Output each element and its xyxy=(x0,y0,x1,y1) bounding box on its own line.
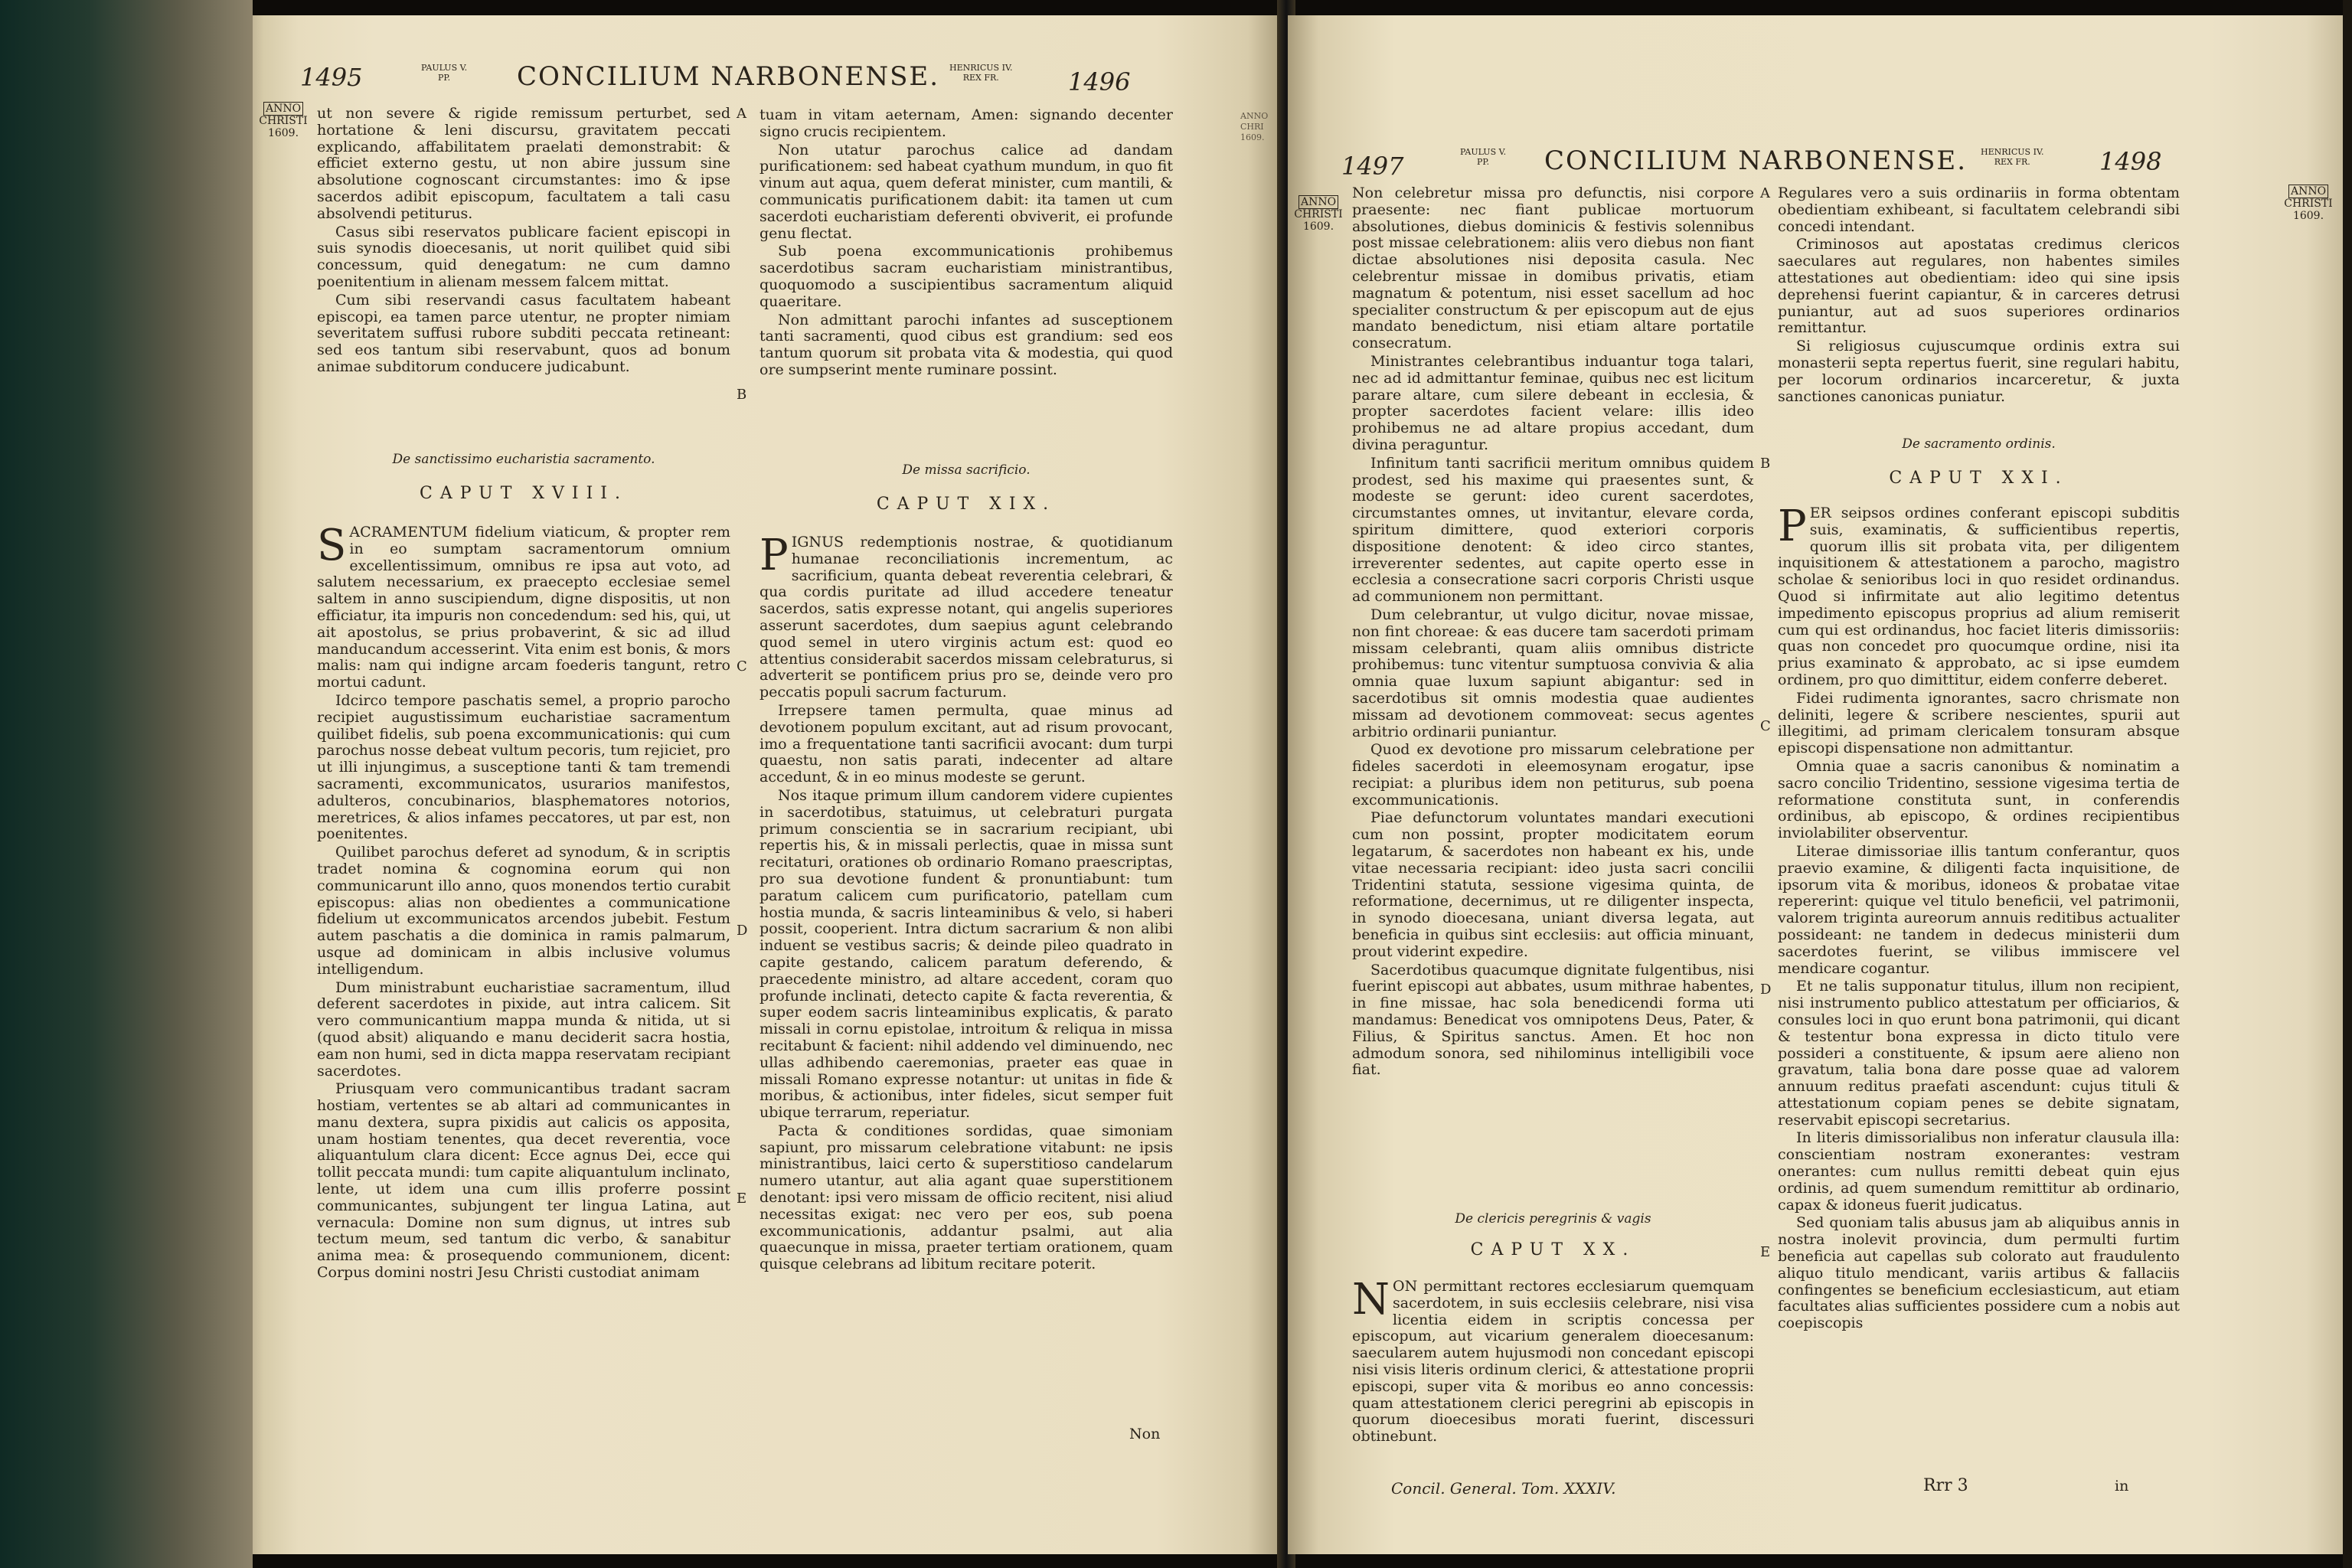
paragraph: In literis dimissorialibus non inferatur clausula illa: conscientiam nostram exonerantes: vestram onerantes: cum nullus remitti debeat quin ejus ordinis, ad quem sumendum remittitur ab ordinario, capax & idoneus fuerit judicatus. xyxy=(1778,1129,2180,1214)
paragraph: Non celebretur missa pro defunctis, nisi corpore praesente: nec fiant publicae mortuorum absolutiones, diebus dominicis & festivis solennibus post missae celebrationem: aliis vero diebus non fiant dictae absolutiones nisi deposita casula. Nec celebrentur missae in domibus privatis, etiam magnatum & potentum, nisi esset sacellum ad hoc specialiter constructum & per episcopum aut de ejus mandato benedictum, nisi etiam altare portatile consecratum. xyxy=(1352,185,1754,352)
paragraph: Casus sibi reservatos publicare facient episcopi in suis synodis dioecesanis, ut norit quilibet quid sibi concessum, quid denegatum: ne cum damno poenitentium in alienam messem falcem mittat. xyxy=(317,223,730,290)
margin-letter: C xyxy=(1760,718,1771,734)
right-page xyxy=(1288,15,2343,1554)
chapter-heading: CAPUT XXI. xyxy=(1889,469,2069,488)
column-2-top xyxy=(760,107,1173,379)
pope-label: PAULUS V. PP. xyxy=(421,63,468,83)
margin-letter: B xyxy=(737,387,747,403)
paragraph: Sub poena excommunicationis prohibemus sacerdotibus sacram eucharistiam ministrantibus, quoquomodo a suscipientibus sacramentum aliquid quaeritare. xyxy=(760,243,1173,310)
drop-cap: P xyxy=(760,531,789,580)
paragraph: ON permittant rectores ecclesiarum quemquam sacerdotem, in suis ecclesiis celebrare, nisi visa licentia eidem in scriptis concessa per episcopum, aut vicarium generalem dioecesanum: saecularem autem hujusmodi non concedant episcopi nisi visis literis ordinum clerici, & attestatione proprii episcopi, super vita & moribus eo anno concessis: quam attestationem clerici peregrini ab episcopis in quorum dioecesibus morati fuerint, discessuri obtinebunt. xyxy=(1352,1278,1754,1446)
paragraph: ER seipsos ordines conferant episcopi subditis suis, examinatis, & sufficientibus repertis, quorum illis sit probata vita, per diligentem inquisitionem & attestationem a parocho, magistro scholae & senioribus loci in quo residet ordinandus. Quod si infirmitate aut alio legitimo detentus impedimento episcopus proprius ad alium remiserit cum qui est ordinandus, hoc faciet literis dimissoriis: quas non concedet pro quocumque ordine, nisi ita prius examinato & approbato, ac si ipse eumdem ordinem, pro quo dimittitur, eidem conferre deberet. xyxy=(1778,505,2180,688)
paragraph: Quod ex devotione pro missarum celebratione per fideles sacerdoti in eleemosynam erogatur, ipse recipiat: a pluribus idem non petiturus, sub poena excommunicationis. xyxy=(1352,741,1754,808)
section-heading: De clericis peregrinis & vagis xyxy=(1455,1211,1651,1227)
column-1-body xyxy=(317,521,730,1282)
king-label: HENRICUS IV. REX FR. xyxy=(1981,147,2044,167)
pope-label: PAULUS V. PP. xyxy=(1460,147,1507,167)
paragraph: Criminosos aut apostatas credimus clericos saeculares aut regulares, non habentes similes attestationes aut obedientiam: ideo qui sine ipsis deprehensi fuerint capiantur, & in carceres detrusi puniantur, aut ad suos superiores ordinarios remittantur. xyxy=(1778,236,2180,337)
margin-letter: B xyxy=(1760,456,1771,472)
paragraph: Si religiosus cujuscumque ordinis extra sui monasterii septa repertus fuerit, sine regulari habitu, per locorum ordinarios incarceretur, & juxta sanctiones canonicas puniatur. xyxy=(1778,338,2180,405)
margin-letter: D xyxy=(737,923,748,939)
chapter-heading: CAPUT XIX. xyxy=(876,495,1057,514)
section-heading: De missa sacrificio. xyxy=(902,462,1031,478)
paragraph: Omnia quae a sacris canonibus & nominatim a sacro concilio Tridentino, sessione vigesima tertia de reformatione constituta sunt, in conferendis ordinibus, ab episcopo, & ordines recipientibus inviolabiliter observentur. xyxy=(1778,757,2180,842)
section-heading: De sacramento ordinis. xyxy=(1902,436,2056,452)
paragraph: Cum sibi reservandi casus facultatem habeant episcopi, ea tamen parce utentur, ne propter nimiam severitatem suffusi rubore subditi peccata retineant: sed eos tantum sibi reservabunt, quos ad bonum animae subditorum conducere judicabunt. xyxy=(317,291,730,375)
running-title: CONCILIUM NARBONENSE. xyxy=(517,61,939,92)
catchword: Non xyxy=(1129,1426,1161,1442)
paragraph: Sed quoniam talis abusus jam ab aliquibus annis in nostra inolevit provincia, dum permulti furtim beneficia aut capellas sub colorato aut fraudulento aliquo titulo mendicant, variis artibus & fallaciis confingentes se beneficium ecclesiasticum, aut etiam facultates alias sufficientes possidere cum a nobis aut coepiscopis xyxy=(1778,1214,2180,1332)
paragraph: Sacerdotibus quacumque dignitate fulgentibus, nisi fuerint episcopi aut abbates, usum mithrae habentes, in fine missae, hac sola benedicendi forma uti mandamus: Benedicat vos omnipotens Deus, Pater, & Filius, & Spiritus sanctus. Amen. Et hoc non admodum sonora, sed nihilominus intelligibili voce fiat. xyxy=(1352,961,1754,1079)
signature-mark: Rrr 3 xyxy=(1923,1476,1968,1495)
running-title: CONCILIUM NARBONENSE. xyxy=(1544,145,1967,176)
paragraph: Infinitum tanti sacrificii meritum omnibus quidem prodest, sed his maxime qui praesentes sunt, & modeste se gerunt: ideo curent sacerdotes, circumstantes omnes, ut invitantur, elevare corda, spiritum dimittere, quod exteriori corporis dispositione denotent: & ideo circo stantes, irreverenter sedentes, aut capite operto esse in ecclesia a consecratione sacri corporis Christi usque ad communionem non permittant. xyxy=(1352,454,1754,606)
paragraph: tuam in vitam aeternam, Amen: signando decenter signo crucis recipientem. xyxy=(760,106,1173,140)
paragraph: Literae dimissoriae illis tantum conferantur, quos praevio examine, & diligenti facta inquisitione, de ipsorum vita & moribus, idoneos & probatae vitae repererint: quique vel titulo beneficii, vel patrimonii, valorem triginta aureorum annuis reditibus actualiter possideant: ne tandem in dedecus ministerii dum sacerdotes fuerint, se vilibus immiscere vel mendicare cogantur. xyxy=(1778,842,2180,977)
paragraph: Non admittant parochi infantes ad susceptionem tanti sacramenti, quod cibus est grandium: sed eos tantum quorum sit probata vita & modestia, qui quod ore sumpserint mente ruminare possint. xyxy=(760,311,1173,378)
paragraph: Dum ministrabunt eucharistiae sacramentum, illud deferent sacerdotes in pixide, aut intra calicem. Sit vero communicantium mappa munda & nitida, ut si (quod absit) aliquando e manu deciderit sacra hostia, eam non humi, sed in dicta mappa reservatam recipiant sacerdotes. xyxy=(317,978,730,1080)
column-2-top xyxy=(1778,185,2180,405)
chapter-heading: CAPUT XVIII. xyxy=(420,484,628,503)
margin-letter: A xyxy=(1760,185,1770,201)
paragraph: Irrepsere tamen permulta, quae minus ad devotionem populum excitant, aut ad risum provocant, imo a frequentatione tanti sacrificii avocant: dum turpi quaestu, non satis parati, indecenter ad altare accedunt, & in eo minus modeste se gerunt. xyxy=(760,701,1173,786)
paragraph: Non utatur parochus calice ad dandam purificationem: sed habeat cyathum mundum, in quo fit vinum aut aqua, quem deferat minister, cum mantili, & communicatis purificationem dabit: ita tamen ut cum sacerdoti eucharistiam deferenti obviverit, ei profunde genu flectat. xyxy=(760,141,1173,242)
book-edge xyxy=(0,0,253,1568)
footer-volume: Concil. General. Tom. XXXIV. xyxy=(1391,1479,1616,1498)
column-2-body xyxy=(1778,501,2180,1332)
king-label: HENRICUS IV. REX FR. xyxy=(949,63,1013,83)
paragraph: Quilibet parochus deferet ad synodum, & in scriptis tradet nomina & cognomina eorum qui non communicarunt illo anno, quos monendos tertio curabit episcopus: alias non obedientes a communicatione fidelium ut excommunicatos arcendos jubebit. Festum autem paschatis a die dominica in ramis palmarum, usque ad dominicam in albis inclusive volumus intelligendum. xyxy=(317,844,730,978)
page-number: 1495 xyxy=(300,63,363,92)
chapter-heading: CAPUT XX. xyxy=(1470,1240,1636,1259)
paragraph: Nos itaque primum illum candorem videre cupientes in sacerdotibus, statuimus, ut celebraturi purgata primum conscientia se in sacrarium recipiant, ubi repertis his, & in missali perlectis, quae in missa sunt recitaturi, orationes ob ordinario Romano praescriptas, pro sua devotione fundent & pronuntiabunt: tum paratum calicem cum purificatorio, patellam cum hostia munda, & sacris linteaminibus & velo, si haberi possit, cooperient. Intra dictum sacrarium & non alibi induent se vestibus sacris; & deinde pileo quadrato in capite gestando, calicem paratum deferendo, & praecedente ministro, ad altare accedent, coram quo profunde inclinati, detecto capite & facta reverentia, & super eodem sacris linteaminibus explicatis, & parato missali in cornu epistolae, introitum & reliqua in missa recitabunt & facient: nihil addendo vel diminuendo, nec ullas adhibendo caeremonias, praeter eas quae in missali Romano expresse notantur: ut unitas in fide & moribus, & actionibus, inter fideles, sicut semper fuit ubique terrarum, reperiatur. xyxy=(760,786,1173,1122)
paragraph: Idcirco tempore paschatis semel, a proprio parocho recipiet augustissimum eucharistiae sacramentum quilibet fidelis, sub poena excommunicationis: qui cum parochus nosse debeat vultum pecoris, tum rejiciet, pro ut illi injungimus, a susceptione tanti & tam tremendi sacramenti, excommunicatos, usurarios manifestos, adulteros, concubinarios, blasphematores notorios, meretrices, & alios infames peccatores, ut par est, non poenitentes. xyxy=(317,691,730,843)
page-number: 1497 xyxy=(1341,152,1404,181)
drop-cap: P xyxy=(1778,501,1807,551)
year-margin-note: ANNO CHRISTI 1609. xyxy=(2284,185,2333,222)
margin-letter: E xyxy=(737,1191,747,1207)
margin-letter: A xyxy=(737,106,746,122)
column-2-body xyxy=(760,531,1173,1273)
page-number: 1496 xyxy=(1068,67,1131,96)
year-margin-note: ANNO CHRISTI 1609. xyxy=(259,103,308,139)
paragraph: Fidei rudimenta ignorantes, sacro chrismate non deliniti, legere & scribere nescientes, spurii aut illegitimi, ad primam clericalem tonsuram absque episcopi dispensatione non admittantur. xyxy=(1778,689,2180,757)
faint-margin-note: ANNO CHRI 1609. xyxy=(1240,111,1269,142)
book-edge xyxy=(2343,0,2352,1568)
paragraph: Priusquam vero communicantibus tradant sacram hostiam, vertentes se ab altari ad communicantes in manu dextera, supra pixidis aut calicis os apposita, unam hostiam tenentes, qua decet reverentia, voce aliquantulum clara dicent: Ecce agnus Dei, ecce qui tollit peccata mundi: tum capite aliquantulum inclinato, lente, ut idem una cum illis proferre possint communicantes, subjungent ter lingua Latina, aut vernacula: Domine non sum dignus, ut intres sub tectum meum, sed tantum dic verbo, & sanabitur anima mea: & prosequendo communionem, dicent: Corpus domini nostri Jesu Christi custodiat animam xyxy=(317,1080,730,1282)
paragraph: Regulares vero a suis ordinariis in forma obtentam obedientiam exhibeant, si facultatem celebrandi sibi concedi intendant. xyxy=(1778,185,2180,235)
margin-letter: E xyxy=(1760,1244,1771,1260)
drop-cap: N xyxy=(1352,1275,1390,1325)
column-1-top xyxy=(317,106,730,376)
paragraph: Dum celebrantur, ut vulgo dicitur, novae missae, non fint choreae: & eas ducere tam sacerdoti primam missam celebranti, quam aliis omnibus districte prohibemus: tunc vitentur sumptuosa convivia & alia omnia quae luxum sapiunt abigantur: sed in sacerdotibus sit omnis modestia quae audientes missam ad devotionem commoveat: secus agentes arbitrio ordinarii puniantur. xyxy=(1352,606,1754,740)
left-page xyxy=(253,15,1285,1554)
page-number: 1498 xyxy=(2099,147,2162,176)
paragraph: ut non severe & rigide remissum perturbet, sed hortatione & leni discursu, gravitatem peccati explicando, affabilitatem praelati demonstrabit: & efficiet externo gestu, ut non abire jussum sine absolutione cognoscant circumstantes: imo & ipse sacerdos adibit episcopum, facultatem a tali casu absolvendi petiturus. xyxy=(317,105,730,222)
drop-cap: S xyxy=(317,521,347,570)
section-heading: De sanctissimo eucharistia sacramento. xyxy=(392,452,655,467)
margin-letter: D xyxy=(1760,982,1772,998)
running-header xyxy=(253,61,1285,107)
catchword: in xyxy=(2115,1478,2129,1494)
paragraph: Pacta & conditiones sordidas, quae simoniam sapiunt, pro missarum celebratione vitabunt: ne ipsis ministrantibus, laici certo & superstitioso candelarum numero utantur, aut alia agant quae superstitionem denotant: ipsi vero missam de officio recitent, nisi aliud necessitas exigat: nec vero per eos, sub poena excommunicationis, addantur psalmi, aut alia quaecunque in missa, praeter tertiam orationem, quam quisque celebrans ad libitum recitare poterit. xyxy=(760,1122,1173,1273)
column-1-body xyxy=(1352,1275,1754,1446)
paragraph: Piae defunctorum voluntates mandari executioni cum non possint, propter modicitatem eorum legatarum, & sacerdotes non habeant ex his, unde vitae necessaria recipiant: ideo justa sacri concilii Tridentini statuta, sessione vigesima quinta, de reformatione, decernimus, ut re diligenter inspecta, in synodo dioecesana, uniant diversa legata, aut beneficia in quibus sint ecclesiis: aut officia minuant, prout viderint expedire. xyxy=(1352,809,1754,960)
paragraph: IGNUS redemptionis nostrae, & quotidianum humanae reconciliationis incrementum, ac sacrificium, quanta debeat reverentia celebrari, & qua cordis puritate ad illud accedere teneatur sacerdos, satis expresse notant, qui angelis superiores asserunt sacerdotes, dum saepius agunt celebrando quod semel in utero virginis actum est: quod eo attentius considerabit sacerdos missam celebraturus, si adverterit se pontificem prius pro se, deinde vero pro peccatis populi sacrum facturum. xyxy=(760,534,1173,701)
paragraph: Et ne talis supponatur titulus, illum non recipient, nisi instrumento publico attestatum per officiarios, & consules loci in quo erunt bona patrimonii, qui dicant & testentur bona expressa in dicto titulo vere possideri a constituente, & ipsum aere alieno non gravatum, talia bona dare posse quae ad valorem annuum reditus praefati ascendunt: cujus tituli & attestationum copiam penes se debite signatam, reservabit episcopi secretarius. xyxy=(1778,978,2180,1129)
paragraph: Ministrantes celebrantibus induantur toga talari, nec ad id admittantur feminae, quibus nec est licitum parare altare, cum silere debeant in ecclesia, & propter sacerdotes facient velare: illis ideo prohibemus ne ad altare propius accedant, dum divina peraguntur. xyxy=(1352,352,1754,453)
year-margin-note: ANNO CHRISTI 1609. xyxy=(1294,196,1343,233)
paragraph: ACRAMENTUM fidelium viaticum, & propter rem in eo sumptam sacramentorum omnium excellentissimum, omnibus re ipsa aut voto, ad salutem necessarium, ex praecepto ecclesiae semel saltem in anno suscipiendum, digne dispositis, ut non efficiatur, ita impuris non concedendum: sed his, qui, ut ait apostolus, se prius probaverint, & sic ad illud manducandum accesserint. Vita enim est bonis, & mors malis: nam qui indigne arcam foederis tangunt, retro mortui cadunt. xyxy=(317,524,730,691)
column-1-top xyxy=(1352,185,1754,1079)
margin-letter: C xyxy=(737,658,747,675)
